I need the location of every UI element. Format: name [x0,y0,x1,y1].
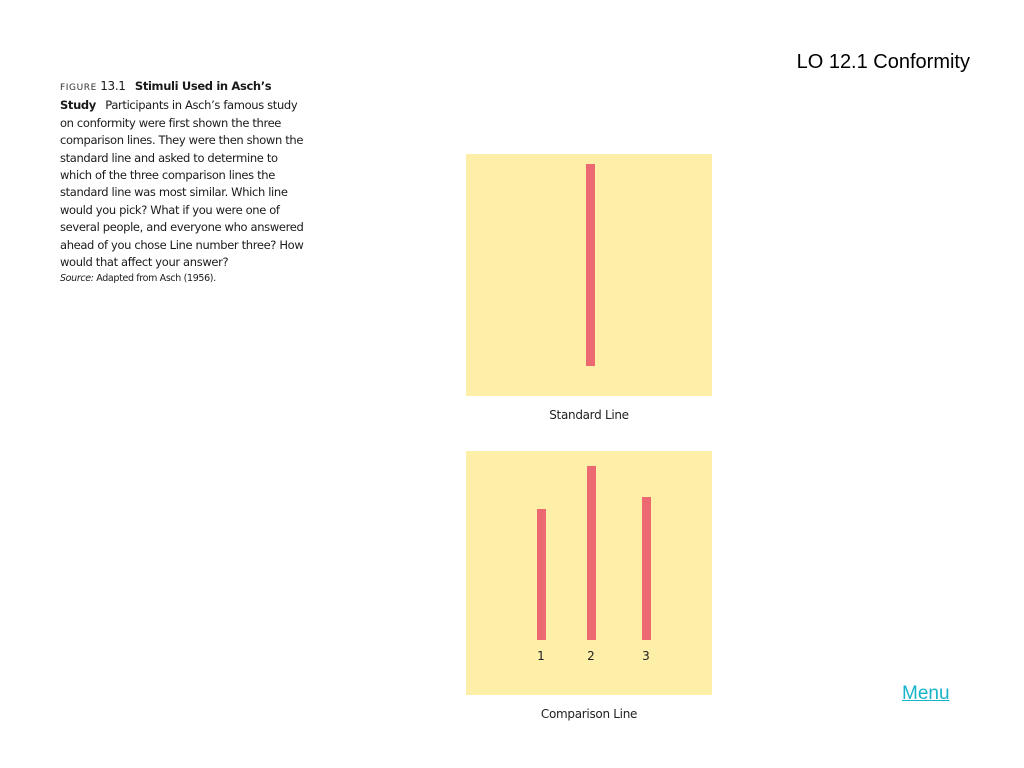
comparison-line-panel [466,451,712,695]
figure-title: Stimuli Used in Asch’s Study [60,79,272,113]
figure-number: 13.1 [100,79,126,93]
standard-line [586,164,595,366]
figure-source [60,271,310,286]
menu-link[interactable]: Menu [902,683,950,704]
comparison-number-2: 2 [587,649,595,663]
comparison-line-2 [587,466,596,640]
standard-line-panel [466,154,712,396]
source-text: Adapted from Asch (1956). [96,273,216,285]
comparison-number-1: 1 [537,649,545,663]
slide-title: LO 12.1 Conformity [796,51,970,73]
comparison-number-3: 3 [642,649,650,663]
figure-body: Participants in Asch’s famous study on conformity were first shown the three comparison lines. They were then shown the standard line and asked to determine to which of the three comparison lines the standard line was most similar. Which line would you pick? What if you were one of several people, and everyone who answered ahead of you chose Line number three? How would that affect your answer? [60,98,304,270]
figure-label: FIGURE [60,83,97,93]
source-label: Source: [60,273,94,285]
standard-line-label: Standard Line [549,408,629,422]
comparison-line-3 [642,497,651,640]
figure-caption [60,78,310,286]
comparison-line-1 [537,509,546,640]
comparison-line-label: Comparison Line [540,707,638,721]
